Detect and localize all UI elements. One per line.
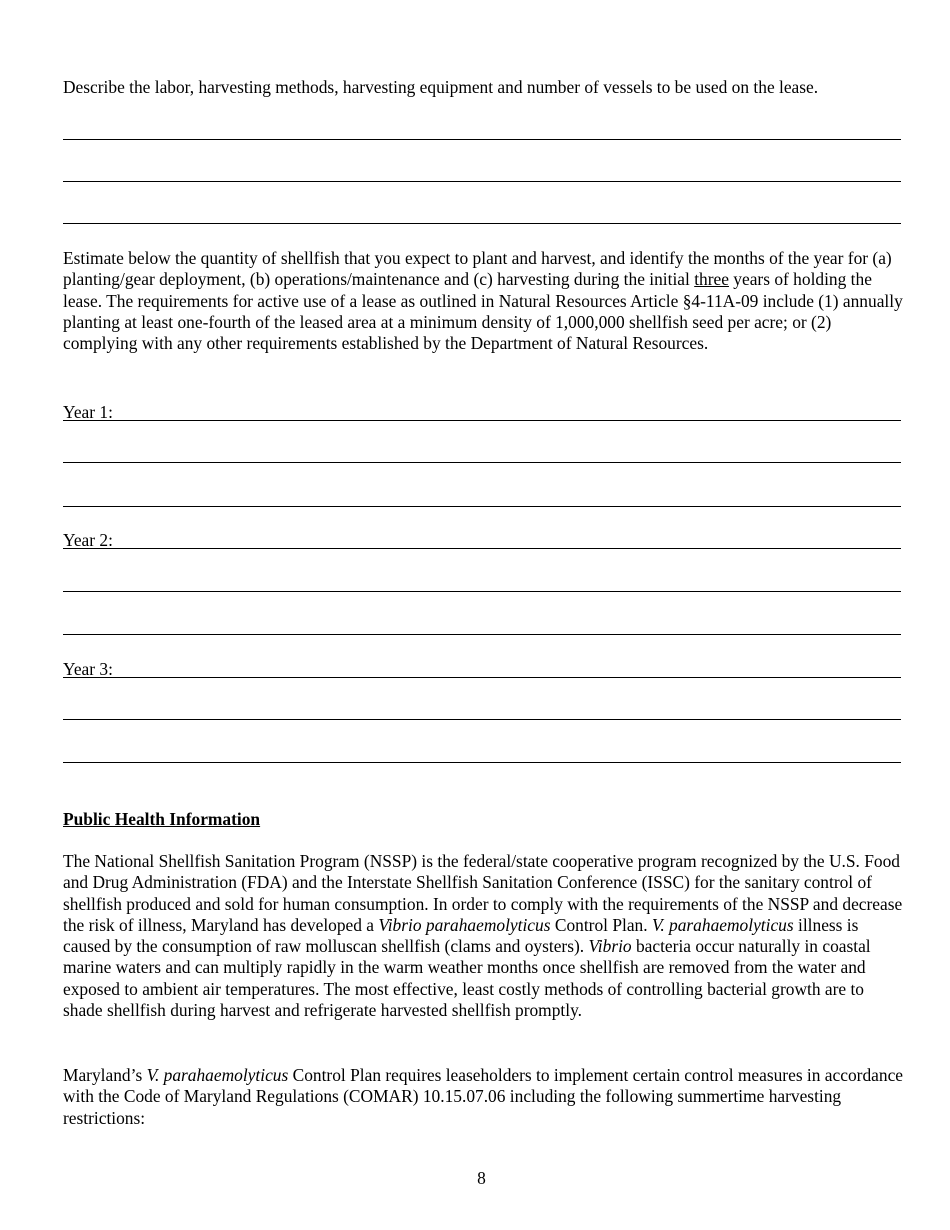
labor-question-text: Describe the labor, harvesting methods, harvesting equipment and number of vessels to be used on the lease. (63, 77, 819, 97)
ph-p1-text-c: illness is caused by the consumption of raw molluscan shellfish (clams and oysters). (63, 914, 859, 957)
ph-p1-text-b: Control Plan. (550, 914, 652, 935)
ph-p2-italic-1: V. parahaemolyticus (146, 1065, 289, 1085)
year-1-line-2[interactable] (63, 462, 901, 463)
year-3-line-1[interactable] (63, 677, 901, 678)
ph-p2-text-a: Maryland’s (63, 1065, 147, 1085)
year-1-line-1[interactable] (63, 420, 901, 421)
answer-line-1[interactable] (63, 139, 901, 140)
year-2-line-1[interactable] (63, 548, 901, 549)
year-3-line-3[interactable] (63, 762, 901, 763)
public-health-paragraph-1 (63, 851, 903, 1021)
ph-p1-text-d: bacteria occur naturally in coastal marine waters and can multiply rapidly in the warm weather months once shellfish are removed from the water and exposed to ambient air temperatures. The most effective, least costly methods of controlling bacterial growth are to shade shellfish during harvest and refrigerate harvested shellfish promptly. (63, 936, 871, 1021)
estimate-text-a: Estimate below the quantity of shellfish that you expect to plant and harvest, and identify the months of the year for (a) planting/gear deployment, (b) operations/maintenance and (c) harvesting during the initial (63, 248, 892, 290)
estimate-text-b: years of holding the lease. The requirements for active use of a lease as outlined in Natural Resources Article §4-11A-09 include (1) annually planting at least one-fourth of the leased area at a minimum density of 1,000,000 shellfish seed per acre; or (2) complying with any other requirements established by the Department of Natural Resources. (63, 269, 903, 354)
year-2-label: Year 2: (63, 530, 113, 550)
ph-p2-text-b: Control Plan requires leaseholders to implement certain control measures in accordance with the Code of Maryland Regulations (COMAR) 10.15.07.06 including the following summertime harvesting restrictions: (63, 1065, 904, 1128)
year-2-line-2[interactable] (63, 591, 901, 592)
ph-p1-italic-2: V. parahaemolyticus (651, 914, 794, 935)
year-2-line-3[interactable] (63, 634, 901, 635)
answer-line-3[interactable] (63, 223, 901, 224)
year-3-label: Year 3: (63, 659, 113, 679)
ph-p1-text-a: The National Shellfish Sanitation Program (NSSP) is the federal/state cooperative program recognized by the U.S. Food and Drug Administration (FDA) and the Interstate Shellfish Sanitation Conference (ISSC) for the sanitary control of shellfish produced and sold for human consumption. In order to comply with the requirements of the NSSP and decrease the risk of illness, Maryland has developed a (63, 851, 903, 935)
ph-p1-italic-1: Vibrio parahaemolyticus (378, 914, 551, 935)
public-health-paragraph-2 (63, 1065, 903, 1129)
estimate-instructions (63, 248, 903, 354)
year-1-label: Year 1: (63, 402, 113, 422)
answer-line-2[interactable] (63, 181, 901, 182)
ph-p1-italic-3: Vibrio (588, 936, 632, 957)
year-1-line-3[interactable] (63, 506, 901, 507)
labor-question (63, 77, 903, 98)
page-number: 8 (477, 1168, 486, 1188)
estimate-underlined-word: three (694, 269, 729, 290)
public-health-heading: Public Health Information (63, 809, 261, 829)
year-3-line-2[interactable] (63, 719, 901, 720)
